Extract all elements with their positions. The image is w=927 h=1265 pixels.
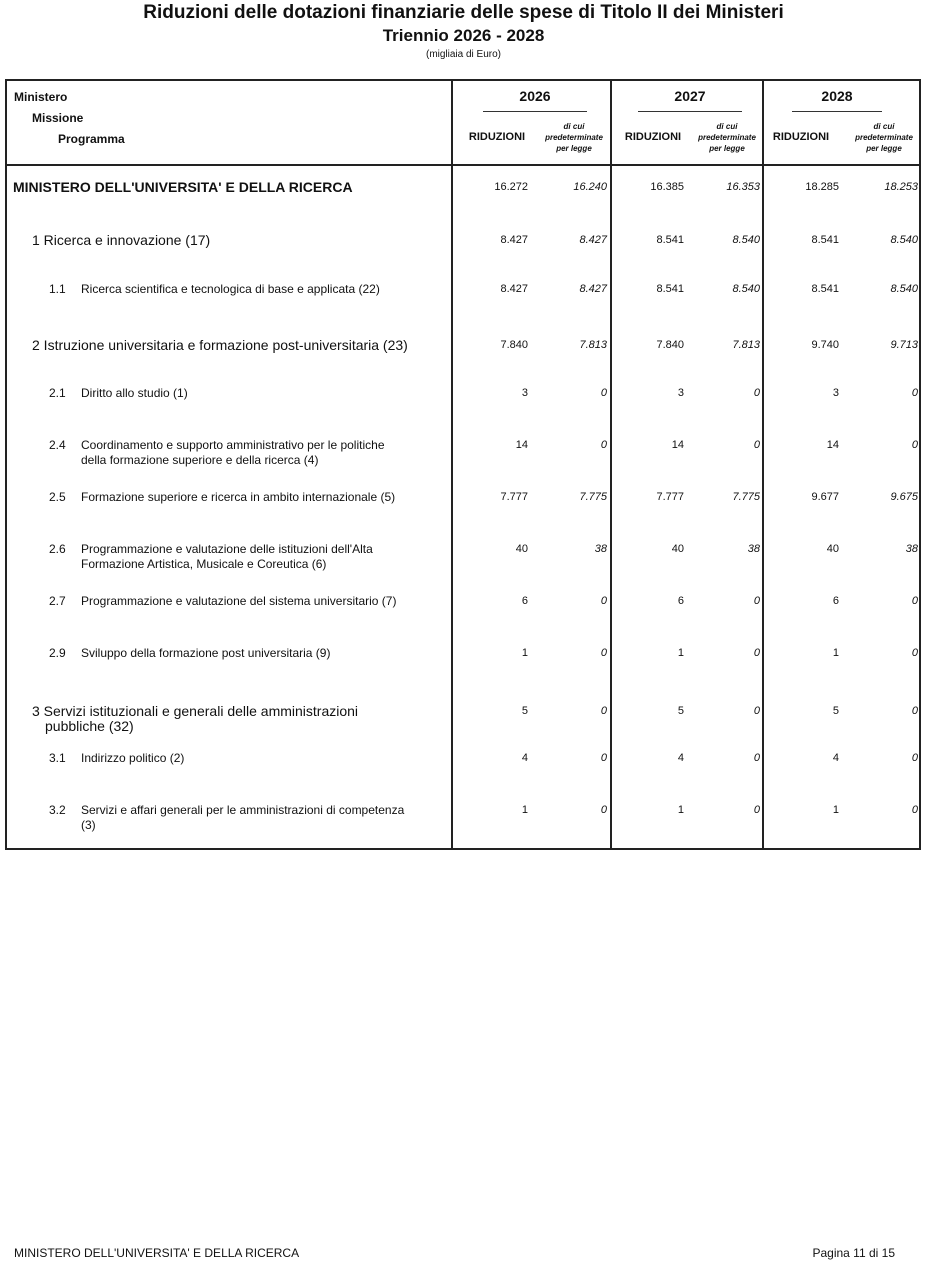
value-cell: 40: [671, 543, 684, 555]
value-cell: 18.253: [884, 181, 918, 193]
value-cell: 8.540: [890, 283, 918, 295]
value-cell: 3: [677, 387, 684, 399]
header-riduzioni: RIDUZIONI: [624, 131, 682, 143]
value-cell: 16.385: [650, 181, 684, 193]
value-cell: 0: [600, 647, 607, 659]
value-cell: 8.540: [890, 234, 918, 246]
programma-number: 2.6: [49, 542, 66, 556]
programma-label: Programmazione e valutazione del sistema universitario (7): [81, 594, 397, 608]
value-cell: 3: [521, 387, 528, 399]
value-cell: 7.813: [579, 339, 607, 351]
value-cell: 3: [832, 387, 839, 399]
year-rule: [638, 111, 742, 112]
ministero-label: MINISTERO DELL'UNIVERSITA' E DELLA RICERCA: [13, 179, 353, 195]
value-cell: 8.540: [732, 234, 760, 246]
value-cell: 0: [600, 595, 607, 607]
value-cell: 38: [905, 543, 918, 555]
programma-number: 2.7: [49, 594, 66, 608]
programma-label: Indirizzo politico (2): [81, 751, 185, 765]
value-cell: 9.740: [811, 339, 839, 351]
year-2027: 2027: [674, 88, 706, 104]
value-cell: 5: [677, 705, 684, 717]
value-cell: 4: [677, 752, 684, 764]
value-cell: 6: [677, 595, 684, 607]
value-cell: 0: [911, 595, 918, 607]
value-cell: 0: [911, 752, 918, 764]
year-rule: [792, 111, 882, 112]
value-cell: 0: [911, 705, 918, 717]
column-divider: [610, 79, 612, 850]
value-cell: 9.713: [890, 339, 918, 351]
programma-number: 2.5: [49, 490, 66, 504]
header-missione: Missione: [32, 111, 84, 125]
value-cell: 0: [911, 387, 918, 399]
value-cell: 8.541: [811, 283, 839, 295]
value-cell: 7.840: [500, 339, 528, 351]
value-cell: 14: [671, 439, 684, 451]
header-dicui: di cui predeterminate per legge: [698, 122, 756, 153]
value-cell: 14: [826, 439, 839, 451]
programma-label: Programmazione e valutazione delle istituzioni dell'Alta Formazione Artistica, Musicale e Coreutica (6): [81, 542, 373, 571]
programma-number: 2.9: [49, 646, 66, 660]
unit-note: (migliaia di Euro): [425, 49, 502, 60]
value-cell: 7.775: [732, 491, 760, 503]
header-programma: Programma: [58, 132, 125, 146]
value-cell: 18.285: [805, 181, 839, 193]
value-cell: 9.677: [811, 491, 839, 503]
header-riduzioni: RIDUZIONI: [772, 131, 830, 143]
value-cell: 0: [753, 752, 760, 764]
year-2026: 2026: [519, 88, 551, 104]
header-dicui: di cui predeterminate per legge: [545, 122, 603, 153]
programma-label: Ricerca scientifica e tecnologica di base e applicata (22): [81, 282, 380, 296]
value-cell: 0: [753, 804, 760, 816]
value-cell: 6: [521, 595, 528, 607]
column-divider: [451, 79, 453, 850]
value-cell: 8.540: [732, 283, 760, 295]
programma-number: 1.1: [49, 282, 66, 296]
value-cell: 0: [753, 387, 760, 399]
value-cell: 0: [600, 705, 607, 717]
value-cell: 8.427: [500, 283, 528, 295]
value-cell: 0: [911, 804, 918, 816]
value-cell: 1: [677, 647, 684, 659]
value-cell: 5: [521, 705, 528, 717]
value-cell: 8.541: [811, 234, 839, 246]
value-cell: 7.775: [579, 491, 607, 503]
year-2028: 2028: [821, 88, 853, 104]
value-cell: 0: [753, 439, 760, 451]
value-cell: 1: [832, 647, 839, 659]
value-cell: 1: [521, 804, 528, 816]
value-cell: 0: [600, 804, 607, 816]
value-cell: 0: [911, 647, 918, 659]
value-cell: 8.427: [579, 234, 607, 246]
programma-number: 3.1: [49, 751, 66, 765]
value-cell: 4: [832, 752, 839, 764]
value-cell: 0: [753, 595, 760, 607]
value-cell: 5: [832, 705, 839, 717]
value-cell: 38: [594, 543, 607, 555]
year-rule: [483, 111, 587, 112]
value-cell: 0: [911, 439, 918, 451]
value-cell: 7.840: [656, 339, 684, 351]
header-riduzioni: RIDUZIONI: [468, 131, 526, 143]
programma-number: 2.4: [49, 438, 66, 452]
missione-label: 2 Istruzione universitaria e formazione post-universitaria (23): [32, 337, 408, 353]
page-number: Pagina 11 di 15: [812, 1246, 895, 1260]
header-divider: [5, 164, 921, 166]
value-cell: 40: [826, 543, 839, 555]
programma-label: Coordinamento e supporto amministrativo per le politiche della formazione superiore e della ricerca (4): [81, 438, 385, 467]
value-cell: 1: [521, 647, 528, 659]
value-cell: 0: [600, 752, 607, 764]
footer-ministry: MINISTERO DELL'UNIVERSITA' E DELLA RICERCA: [14, 1246, 300, 1260]
value-cell: 40: [515, 543, 528, 555]
value-cell: 7.813: [732, 339, 760, 351]
value-cell: 16.240: [573, 181, 607, 193]
value-cell: 0: [600, 439, 607, 451]
column-divider: [762, 79, 764, 850]
value-cell: 16.353: [726, 181, 760, 193]
value-cell: 7.777: [656, 491, 684, 503]
value-cell: 8.541: [656, 234, 684, 246]
value-cell: 16.272: [494, 181, 528, 193]
programma-label: Diritto allo studio (1): [81, 386, 188, 400]
missione-label: 3 Servizi istituzionali e generali delle amministrazioni pubbliche (32): [32, 703, 359, 734]
missione-label: 1 Ricerca e innovazione (17): [32, 232, 211, 248]
value-cell: 0: [600, 387, 607, 399]
value-cell: 8.427: [500, 234, 528, 246]
value-cell: 0: [753, 705, 760, 717]
header-dicui: di cui predeterminate per legge: [855, 122, 913, 153]
programma-label: Formazione superiore e ricerca in ambito internazionale (5): [81, 490, 396, 504]
value-cell: 1: [677, 804, 684, 816]
value-cell: 9.675: [890, 491, 918, 503]
value-cell: 7.777: [500, 491, 528, 503]
value-cell: 0: [753, 647, 760, 659]
programma-number: 3.2: [49, 803, 66, 817]
page-title: Riduzioni delle dotazioni finanziarie delle spese di Titolo II dei Ministeri: [143, 2, 784, 23]
page-subtitle: Triennio 2026 - 2028: [382, 26, 545, 45]
value-cell: 6: [832, 595, 839, 607]
programma-number: 2.1: [49, 386, 66, 400]
value-cell: 38: [747, 543, 760, 555]
value-cell: 8.427: [579, 283, 607, 295]
value-cell: 4: [521, 752, 528, 764]
value-cell: 1: [832, 804, 839, 816]
programma-label: Sviluppo della formazione post universitaria (9): [81, 646, 331, 660]
programma-label: Servizi e affari generali per le amministrazioni di competenza (3): [81, 803, 405, 832]
value-cell: 14: [515, 439, 528, 451]
value-cell: 8.541: [656, 283, 684, 295]
header-ministero: Ministero: [14, 90, 68, 104]
